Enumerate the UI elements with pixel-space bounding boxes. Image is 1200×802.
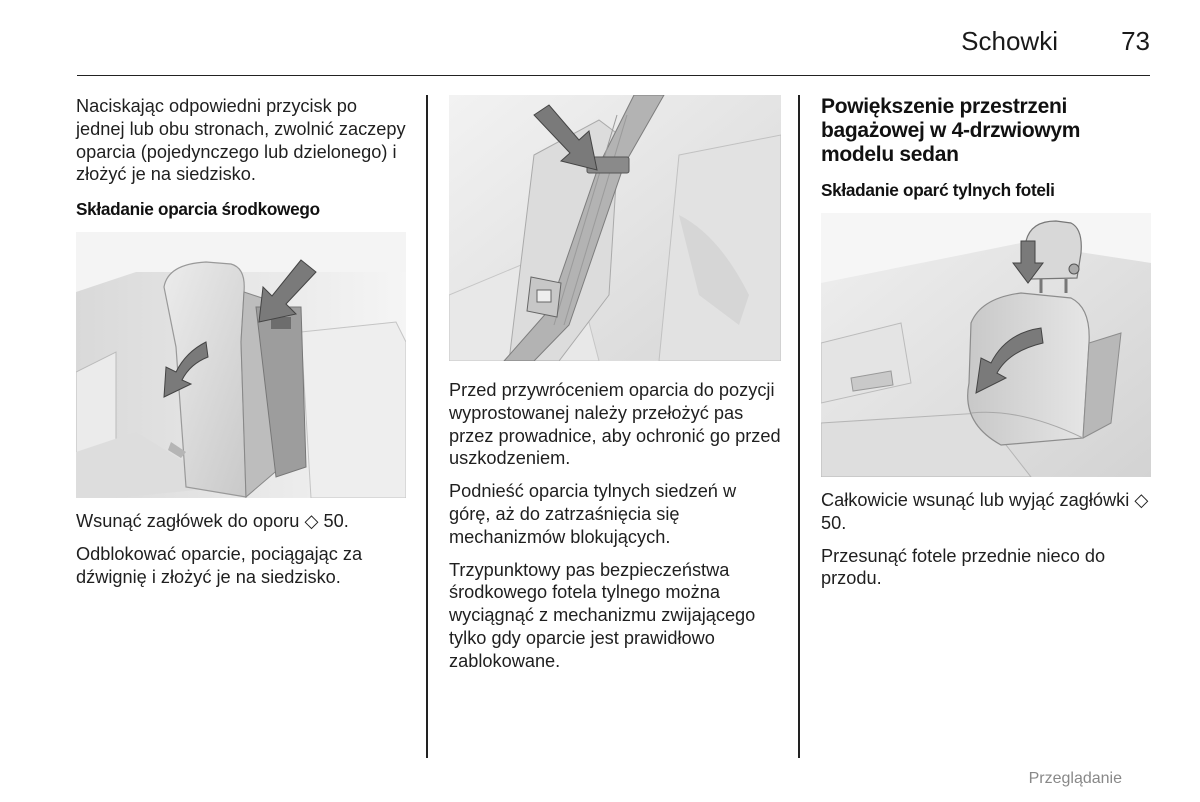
heading-luggage-space: Powiększenie przestrzeni bagażowej w 4-drzwiowym modelu sedan: [821, 95, 1081, 166]
column-divider: [426, 95, 428, 758]
illustration-center-backrest-folding: [76, 232, 406, 498]
illustration-seat-belt-guide: [449, 95, 781, 361]
paragraph-release-backrest: Naciskając odpowiedni przycisk po jednej lub obu stronach, zwolnić zaczepy oparcia (pojedynczego lub dzielonego) i złożyć je na siedzisko.: [76, 96, 406, 185]
column-middle: [449, 95, 781, 683]
column-divider: [798, 95, 800, 758]
paragraph-remove-headrests: Całkowicie wsunąć lub wyjąć zagłówki ◇ 50.: [821, 490, 1149, 533]
illustration-rear-seat-folding: [821, 213, 1151, 477]
paragraph-unlock-backrest: Odblokować oparcie, pociągając za dźwignię i złożyć je na siedzisko.: [76, 543, 363, 587]
footer-browse-link[interactable]: Przeglądanie: [1028, 770, 1122, 787]
page-number: 73: [1121, 26, 1150, 56]
paragraph-belt-guide: Przed przywróceniem oparcia do pozycji wyprostowanej należy przełożyć pas przez prowadnice, aby ochronić go przed uszkodzeniem.: [449, 380, 781, 469]
page-header: [77, 22, 1150, 76]
subheading-center-backrest: Składanie oparcia środkowego: [76, 199, 320, 220]
column-left: [76, 95, 406, 599]
paragraph-raise-backrests: Podnieść oparcia tylnych siedzeń w górę, aż do zatrzaśnięcia się mechanizmów blokujących.: [449, 481, 737, 547]
paragraph-move-front-seats: Przesunąć fotele przednie nieco do przodu.: [821, 545, 1106, 589]
subheading-rear-backrests: Składanie oparć tylnych foteli: [821, 180, 1055, 200]
paragraph-insert-headrest: Wsunąć zagłówek do oporu ◇ 50.: [76, 511, 349, 532]
section-title: Schowki: [961, 26, 1058, 56]
column-right: [821, 95, 1151, 600]
paragraph-three-point-belt: Trzypunktowy pas bezpieczeństwa środkowego fotela tylnego można wyciągnąć z mechanizmu zwijającego tylko gdy oparcie jest prawidłowo zablokowane.: [449, 559, 756, 671]
